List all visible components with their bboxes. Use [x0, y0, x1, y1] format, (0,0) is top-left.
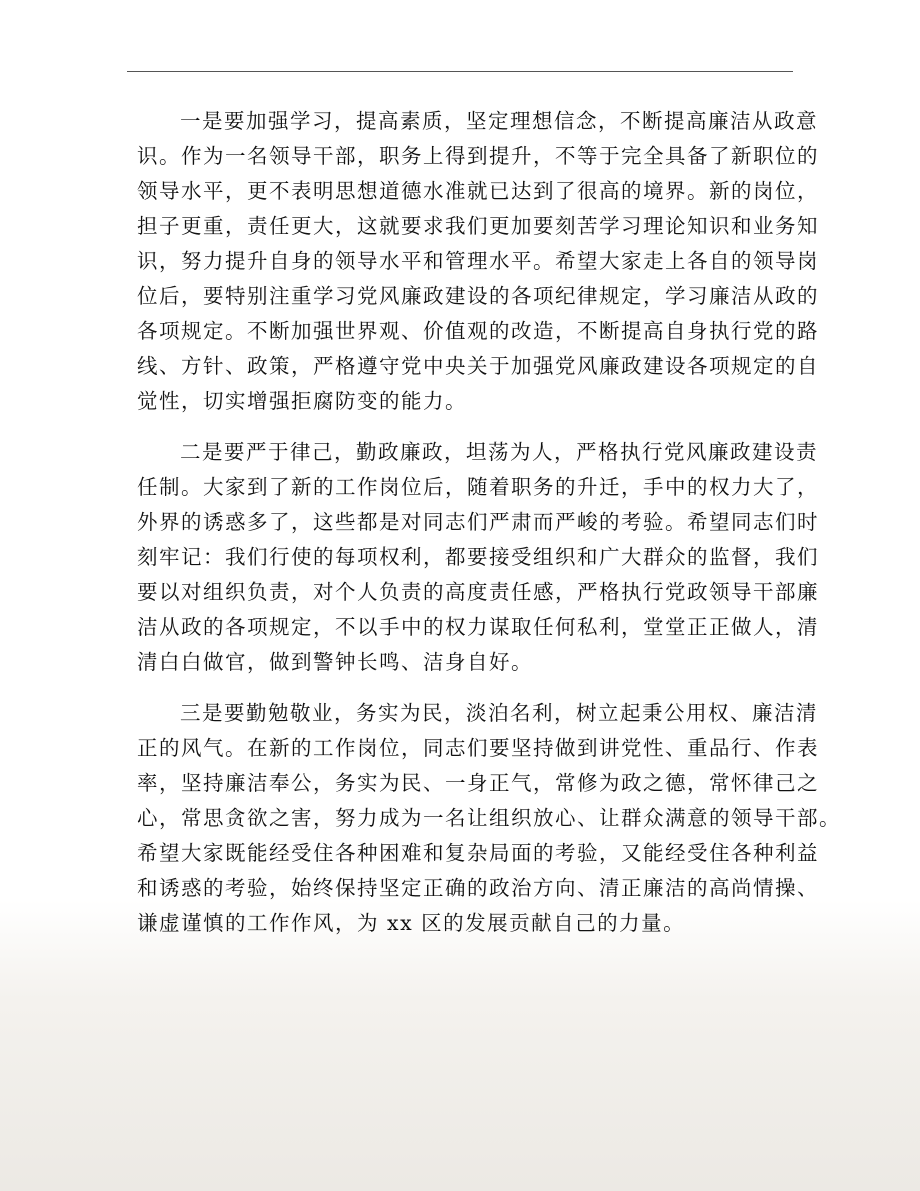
text-line: 识，努力提升自身的领导水平和管理水平。希望大家走上各自的领导岗: [137, 249, 819, 273]
text-line: 要以对组织负责，对个人负责的高度责任感，严格执行党政领导干部廉: [137, 580, 819, 604]
text-line: 正的风气。在新的工作岗位，同志们要坚持做到讲党性、重品行、作表: [137, 736, 819, 760]
paragraph-2: [137, 435, 819, 680]
text-line: 清白白做官，做到警钟长鸣、洁身自好。: [137, 650, 533, 674]
text-line: 心，常思贪欲之害，努力成为一名让组织放心、让群众满意的领导干部。: [137, 806, 841, 830]
text-line: 任制。大家到了新的工作岗位后，随着职务的升迁，手中的权力大了，: [137, 475, 819, 499]
text-line: 洁从政的各项规定，不以手中的权力谋取任何私利，堂堂正正做人，清: [137, 615, 819, 639]
text-line: 担子更重，责任更大，这就要求我们更加要刻苦学习理论知识和业务知: [137, 214, 819, 238]
text-line: 各项规定。不断加强世界观、价值观的改造，不断提高自身执行党的路: [137, 319, 819, 343]
text-line: 三是要勤勉敬业，务实为民，淡泊名利，树立起秉公用权、廉洁清: [180, 701, 818, 725]
text-line: 一是要加强学习，提高素质，坚定理想信念，不断提高廉洁从政意: [180, 109, 818, 133]
paragraph-3: [137, 696, 841, 941]
text-line: 希望大家既能经受住各种困难和复杂局面的考验，又能经受住各种利益: [137, 841, 819, 865]
text-line: 领导水平，更不表明思想道德水准就已达到了很高的境界。新的岗位，: [137, 179, 819, 203]
text-line: 率，坚持廉洁奉公，务实为民、一身正气，常修为政之德，常怀律己之: [137, 771, 819, 795]
text-line: 识。作为一名领导干部，职务上得到提升，不等于完全具备了新职位的: [137, 144, 819, 168]
text-line: 二是要严于律己，勤政廉政，坦荡为人，严格执行党风廉政建设责: [180, 440, 818, 464]
paragraph-1: [137, 104, 819, 419]
text-line: 刻牢记：我们行使的每项权利，都要接受组织和广大群众的监督，我们: [137, 545, 819, 569]
text-line: 外界的诱惑多了，这些都是对同志们严肃而严峻的考验。希望同志们时: [137, 510, 819, 534]
header-rule: [127, 71, 793, 72]
text-line: 线、方针、政策，严格遵守党中央关于加强党风廉政建设各项规定的自: [137, 354, 819, 378]
text-line: 觉性，切实增强拒腐防变的能力。: [137, 389, 467, 413]
text-line: 谦虚谨慎的工作作风，为 xx 区的发展贡献自己的力量。: [137, 911, 686, 935]
text-line: 和诱惑的考验，始终保持坚定正确的政治方向、清正廉洁的高尚情操、: [137, 876, 819, 900]
document-body: [137, 104, 841, 957]
text-line: 位后，要特别注重学习党风廉政建设的各项纪律规定，学习廉洁从政的: [137, 284, 819, 308]
